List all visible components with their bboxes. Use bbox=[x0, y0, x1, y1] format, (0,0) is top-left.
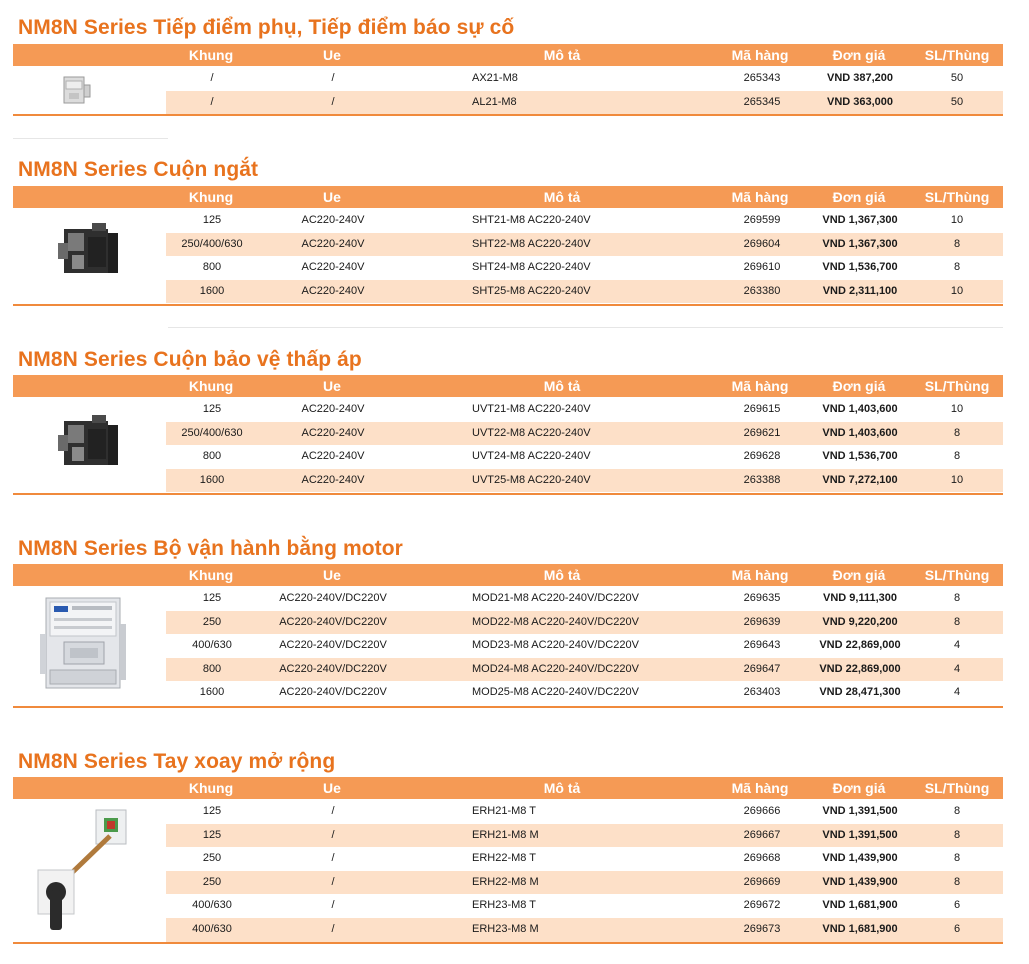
table-bottom-border bbox=[13, 706, 1003, 708]
cell-don-gia: VND 1,391,500 bbox=[822, 805, 898, 817]
cell-ue: / bbox=[331, 923, 335, 935]
cell-ue: AC220-240V bbox=[301, 261, 365, 274]
cell-khung: 125 bbox=[202, 828, 222, 841]
header-ue: Ue bbox=[323, 567, 341, 583]
cell-sl-thung: 4 bbox=[953, 686, 961, 699]
cell-sl-thung: 6 bbox=[953, 899, 961, 912]
header-ue: Ue bbox=[323, 780, 341, 796]
cell-mo-ta: SHT21-M8 AC220-240V bbox=[472, 214, 591, 226]
cell-ue: AC220-240V bbox=[301, 237, 365, 250]
table-row bbox=[166, 209, 1003, 233]
cell-mo-ta: ERH22-M8 M bbox=[472, 875, 539, 888]
cell-mo-ta: MOD24-M8 AC220-240V/DC220V bbox=[472, 662, 639, 675]
cell-sl-thung: 8 bbox=[953, 592, 961, 604]
shunt-release-icon bbox=[54, 219, 126, 286]
cell-mo-ta: SHT25-M8 AC220-240V bbox=[472, 284, 591, 297]
cell-mo-ta: MOD23-M8 AC220-240V/DC220V bbox=[472, 639, 639, 652]
cell-khung: 125 bbox=[202, 403, 222, 415]
cell-khung: 125 bbox=[202, 214, 222, 226]
table-bottom-border bbox=[13, 942, 1003, 944]
cell-ma-hang: 269672 bbox=[743, 899, 781, 912]
header-ue: Ue bbox=[323, 189, 341, 205]
cell-ma-hang: 269673 bbox=[743, 923, 781, 935]
cell-mo-ta: SHT24-M8 AC220-240V bbox=[472, 261, 591, 274]
cell-ma-hang: 269610 bbox=[743, 261, 781, 274]
cell-mo-ta: ERH21-M8 T bbox=[472, 805, 536, 817]
cell-khung: 1600 bbox=[199, 284, 225, 297]
cell-sl-thung: 8 bbox=[953, 852, 961, 865]
cell-don-gia: VND 9,111,300 bbox=[822, 592, 898, 604]
cell-ma-hang: 269643 bbox=[743, 639, 781, 652]
header-mo-ta: Mô tả bbox=[543, 780, 581, 796]
header-ma-hang: Mã hàng bbox=[731, 780, 789, 796]
cell-sl-thung: 8 bbox=[953, 805, 961, 817]
cell-khung: 125 bbox=[202, 592, 222, 604]
header-ma-hang: Mã hàng bbox=[731, 189, 789, 205]
cell-ue: AC220-240V/DC220V bbox=[279, 639, 387, 652]
cell-ue: AC220-240V bbox=[301, 214, 365, 226]
cell-ue: AC220-240V bbox=[301, 426, 365, 439]
cell-ma-hang: 269669 bbox=[743, 875, 781, 888]
cell-ma-hang: 269666 bbox=[743, 805, 781, 817]
header-khung: Khung bbox=[188, 47, 234, 63]
table-row bbox=[166, 91, 1003, 115]
cell-sl-thung: 6 bbox=[953, 923, 961, 935]
cell-ma-hang: 269647 bbox=[743, 662, 781, 675]
header-don-gia: Đơn giá bbox=[832, 47, 886, 63]
cell-sl-thung: 4 bbox=[953, 639, 961, 652]
cell-don-gia: VND 1,391,500 bbox=[822, 828, 898, 841]
header-sl-thung: SL/Thùng bbox=[924, 378, 990, 394]
header-don-gia: Đơn giá bbox=[832, 780, 886, 796]
cell-sl-thung: 10 bbox=[950, 473, 964, 486]
cell-ue: AC220-240V bbox=[301, 403, 365, 415]
cell-khung: 400/630 bbox=[192, 899, 232, 912]
cell-khung: 250 bbox=[202, 852, 222, 865]
cell-ue: AC220-240V bbox=[301, 473, 365, 486]
header-don-gia: Đơn giá bbox=[832, 567, 886, 583]
cell-ue: / bbox=[331, 828, 335, 841]
cell-don-gia: VND 1,403,600 bbox=[822, 403, 898, 415]
header-mo-ta: Mô tả bbox=[543, 378, 581, 394]
table-row bbox=[166, 658, 1003, 682]
cell-khung: 800 bbox=[202, 450, 222, 463]
cell-ma-hang: 269667 bbox=[743, 828, 781, 841]
section-title: NM8N Series Tay xoay mở rộng bbox=[18, 750, 336, 773]
table-row bbox=[166, 847, 1003, 871]
cell-ue: AC220-240V/DC220V bbox=[279, 686, 387, 699]
table-row bbox=[166, 871, 1003, 895]
cell-don-gia: VND 1,367,300 bbox=[822, 237, 898, 250]
section-title: NM8N Series Bộ vận hành bằng motor bbox=[18, 537, 403, 560]
cell-khung: / bbox=[210, 72, 214, 84]
cell-mo-ta: ERH22-M8 T bbox=[472, 852, 536, 865]
header-khung: Khung bbox=[188, 189, 234, 205]
cell-ma-hang: 269615 bbox=[743, 403, 781, 415]
header-mo-ta: Mô tả bbox=[543, 47, 581, 63]
cell-sl-thung: 8 bbox=[953, 828, 961, 841]
cell-mo-ta: UVT24-M8 AC220-240V bbox=[472, 450, 591, 463]
cell-don-gia: VND 1,403,600 bbox=[822, 426, 898, 439]
cell-don-gia: VND 22,869,000 bbox=[819, 662, 901, 675]
table-row bbox=[166, 918, 1003, 942]
cell-sl-thung: 8 bbox=[953, 261, 961, 274]
table-row bbox=[166, 233, 1003, 257]
divider bbox=[13, 138, 168, 139]
header-don-gia: Đơn giá bbox=[832, 378, 886, 394]
cell-khung: 400/630 bbox=[192, 639, 232, 652]
cell-mo-ta: MOD21-M8 AC220-240V/DC220V bbox=[472, 592, 639, 604]
table-row bbox=[166, 634, 1003, 658]
cell-mo-ta: UVT21-M8 AC220-240V bbox=[472, 403, 591, 415]
cell-ue: / bbox=[331, 899, 335, 912]
cell-sl-thung: 4 bbox=[953, 662, 961, 675]
cell-sl-thung: 8 bbox=[953, 615, 961, 628]
cell-khung: 250 bbox=[202, 615, 222, 628]
cell-mo-ta: ERH21-M8 M bbox=[472, 828, 539, 841]
cell-don-gia: VND 363,000 bbox=[826, 95, 894, 108]
cell-ma-hang: 263388 bbox=[743, 473, 781, 486]
cell-ma-hang: 265343 bbox=[743, 72, 781, 84]
cell-sl-thung: 10 bbox=[950, 284, 964, 297]
cell-khung: / bbox=[210, 95, 214, 108]
cell-don-gia: VND 1,439,900 bbox=[822, 852, 898, 865]
cell-mo-ta: UVT25-M8 AC220-240V bbox=[472, 473, 591, 486]
cell-don-gia: VND 1,367,300 bbox=[822, 214, 898, 226]
table-header bbox=[13, 186, 1003, 208]
table-bottom-border bbox=[13, 114, 1003, 116]
table-bottom-border bbox=[13, 493, 1003, 495]
header-ue: Ue bbox=[323, 378, 341, 394]
cell-ma-hang: 269639 bbox=[743, 615, 781, 628]
cell-ma-hang: 269599 bbox=[743, 214, 781, 226]
cell-khung: 800 bbox=[202, 261, 222, 274]
table-row bbox=[166, 587, 1003, 611]
cell-mo-ta: MOD25-M8 AC220-240V/DC220V bbox=[472, 686, 639, 699]
cell-sl-thung: 10 bbox=[950, 403, 964, 415]
cell-don-gia: VND 1,536,700 bbox=[822, 450, 898, 463]
cell-khung: 800 bbox=[202, 662, 222, 675]
section-title: NM8N Series Cuộn bảo vệ thấp áp bbox=[18, 348, 362, 371]
cell-sl-thung: 8 bbox=[953, 426, 961, 439]
header-sl-thung: SL/Thùng bbox=[924, 189, 990, 205]
cell-ma-hang: 265345 bbox=[743, 95, 781, 108]
header-mo-ta: Mô tả bbox=[543, 189, 581, 205]
cell-khung: 250 bbox=[202, 875, 222, 888]
header-ma-hang: Mã hàng bbox=[731, 378, 789, 394]
cell-don-gia: VND 7,272,100 bbox=[822, 473, 898, 486]
header-ma-hang: Mã hàng bbox=[731, 47, 789, 63]
header-sl-thung: SL/Thùng bbox=[924, 47, 990, 63]
cell-khung: 125 bbox=[202, 805, 222, 817]
table-header bbox=[13, 777, 1003, 799]
table-header bbox=[13, 375, 1003, 397]
cell-sl-thung: 50 bbox=[950, 95, 964, 108]
cell-don-gia: VND 1,536,700 bbox=[822, 261, 898, 274]
undervoltage-release-icon bbox=[54, 411, 126, 478]
header-ue: Ue bbox=[323, 47, 341, 63]
cell-khung: 1600 bbox=[199, 686, 225, 699]
header-khung: Khung bbox=[188, 378, 234, 394]
rotary-handle-icon bbox=[36, 806, 132, 941]
cell-mo-ta: SHT22-M8 AC220-240V bbox=[472, 237, 591, 250]
cell-ma-hang: 263380 bbox=[743, 284, 781, 297]
table-row bbox=[166, 445, 1003, 469]
cell-ue: AC220-240V bbox=[301, 284, 365, 297]
cell-ma-hang: 263403 bbox=[743, 686, 781, 699]
divider bbox=[168, 327, 1003, 328]
table-bottom-border bbox=[13, 304, 1003, 306]
cell-ma-hang: 269668 bbox=[743, 852, 781, 865]
header-sl-thung: SL/Thùng bbox=[924, 567, 990, 583]
cell-khung: 1600 bbox=[199, 473, 225, 486]
cell-mo-ta: ERH23-M8 M bbox=[472, 923, 539, 935]
header-don-gia: Đơn giá bbox=[832, 189, 886, 205]
table-header bbox=[13, 44, 1003, 66]
table-row bbox=[166, 611, 1003, 635]
cell-sl-thung: 8 bbox=[953, 450, 961, 463]
header-khung: Khung bbox=[188, 780, 234, 796]
table-row bbox=[166, 398, 1003, 422]
cell-sl-thung: 10 bbox=[950, 214, 964, 226]
cell-ue: / bbox=[331, 875, 335, 888]
cell-ma-hang: 269628 bbox=[743, 450, 781, 463]
cell-ue: AC220-240V/DC220V bbox=[279, 615, 387, 628]
cell-don-gia: VND 1,681,900 bbox=[822, 899, 898, 912]
table-row bbox=[166, 422, 1003, 446]
section-title: NM8N Series Cuộn ngắt bbox=[18, 158, 259, 181]
table-row bbox=[166, 256, 1003, 280]
cell-mo-ta: UVT22-M8 AC220-240V bbox=[472, 426, 591, 439]
table-row bbox=[166, 681, 1003, 705]
cell-don-gia: VND 387,200 bbox=[826, 72, 894, 84]
cell-ue: AC220-240V/DC220V bbox=[279, 662, 387, 675]
cell-ma-hang: 269621 bbox=[743, 426, 781, 439]
header-mo-ta: Mô tả bbox=[543, 567, 581, 583]
header-ma-hang: Mã hàng bbox=[731, 567, 789, 583]
cell-don-gia: VND 22,869,000 bbox=[819, 639, 901, 652]
auxiliary-contact-icon bbox=[60, 75, 94, 112]
section-title: NM8N Series Tiếp điểm phụ, Tiếp điểm báo sự cố bbox=[18, 16, 515, 39]
cell-don-gia: VND 2,311,100 bbox=[822, 284, 898, 297]
cell-ue: / bbox=[331, 805, 335, 817]
cell-don-gia: VND 1,681,900 bbox=[822, 923, 898, 935]
cell-mo-ta: ERH23-M8 T bbox=[472, 899, 536, 912]
cell-ue: / bbox=[331, 72, 335, 84]
table-header bbox=[13, 564, 1003, 586]
header-sl-thung: SL/Thùng bbox=[924, 780, 990, 796]
cell-don-gia: VND 1,439,900 bbox=[822, 875, 898, 888]
cell-mo-ta: AL21-M8 bbox=[472, 95, 517, 108]
table-row bbox=[166, 469, 1003, 493]
cell-ue: / bbox=[331, 852, 335, 865]
cell-don-gia: VND 9,220,200 bbox=[822, 615, 898, 628]
cell-ue: AC220-240V bbox=[301, 450, 365, 463]
cell-ma-hang: 269604 bbox=[743, 237, 781, 250]
table-row bbox=[166, 67, 1003, 91]
cell-khung: 250/400/630 bbox=[181, 426, 243, 439]
cell-khung: 400/630 bbox=[192, 923, 232, 935]
table-row bbox=[166, 280, 1003, 304]
cell-ma-hang: 269635 bbox=[743, 592, 781, 604]
cell-sl-thung: 8 bbox=[953, 875, 961, 888]
cell-sl-thung: 8 bbox=[953, 237, 961, 250]
cell-mo-ta: MOD22-M8 AC220-240V/DC220V bbox=[472, 615, 639, 628]
cell-mo-ta: AX21-M8 bbox=[472, 72, 518, 84]
cell-don-gia: VND 28,471,300 bbox=[819, 686, 901, 699]
cell-khung: 250/400/630 bbox=[181, 237, 243, 250]
cell-ue: AC220-240V/DC220V bbox=[279, 592, 387, 604]
table-row bbox=[166, 824, 1003, 848]
header-khung: Khung bbox=[188, 567, 234, 583]
cell-sl-thung: 50 bbox=[950, 72, 964, 84]
cell-ue: / bbox=[331, 95, 335, 108]
table-row bbox=[166, 894, 1003, 918]
motor-operator-icon bbox=[40, 594, 130, 703]
table-row bbox=[166, 800, 1003, 824]
